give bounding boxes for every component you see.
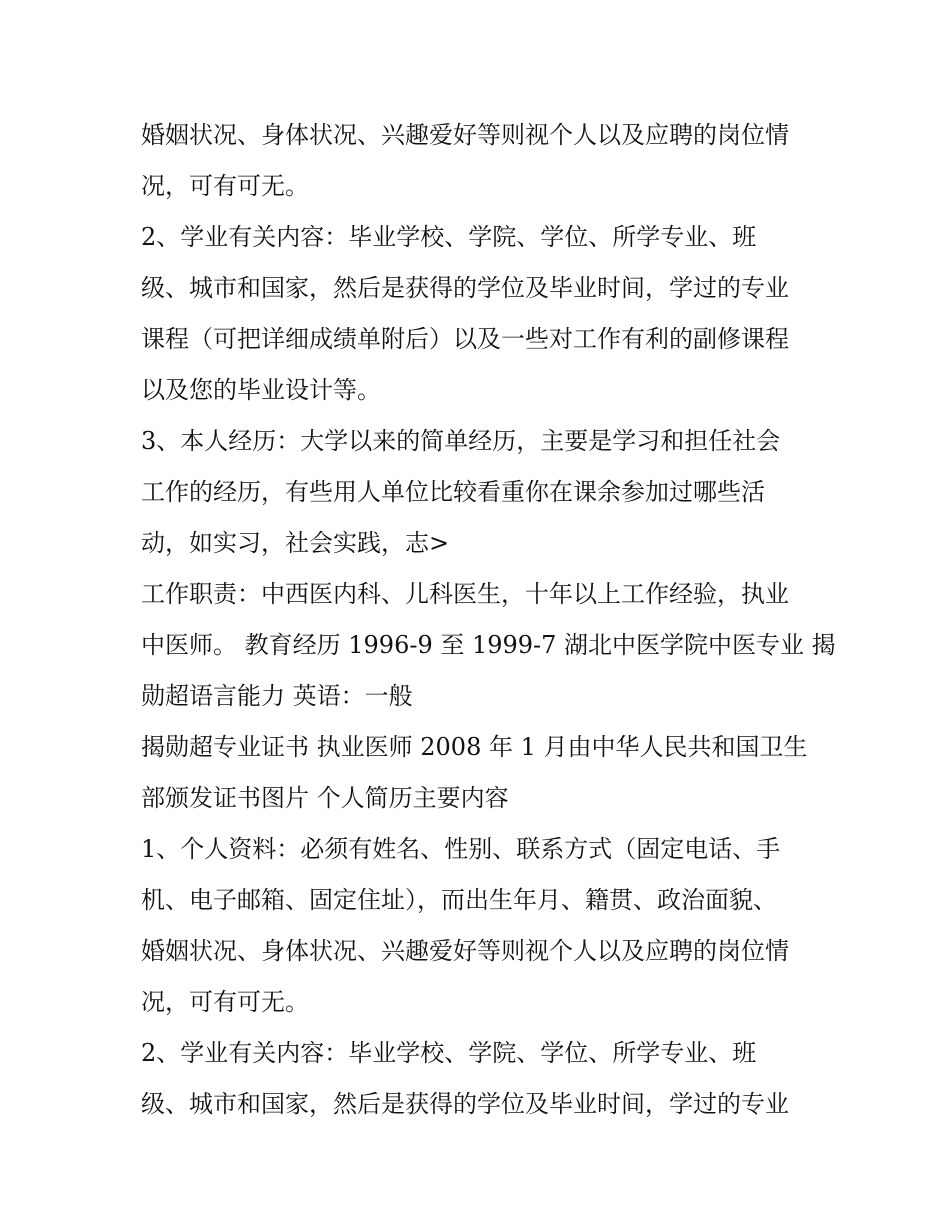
text-line: 工作的经历，有些用人单位比较看重你在课余参加过哪些活 [141, 478, 765, 506]
text-line: 婚姻状况、身体状况、兴趣爱好等则视个人以及应聘的岗位情 [141, 121, 789, 149]
text-line: 级、城市和国家，然后是获得的学位及毕业时间，学过的专业 [141, 274, 789, 302]
text-line: 2、学业有关内容：毕业学校、学院、学位、所学专业、班 [141, 223, 757, 251]
text-line: 中医师。 教育经历 1996-9 至 1999-7 湖北中医学院中医专业 揭 [141, 631, 836, 659]
text-line: 课程（可把详细成绩单附后）以及一些对工作有利的副修课程 [141, 325, 789, 353]
text-line: 况，可有可无。 [141, 988, 309, 1016]
text-line: 以及您的毕业设计等。 [141, 376, 381, 404]
text-line: 级、城市和国家，然后是获得的学位及毕业时间，学过的专业 [141, 1090, 789, 1118]
text-line: 工作职责：中西医内科、儿科医生，十年以上工作经验，执业 [141, 580, 789, 608]
text-line: 况，可有可无。 [141, 172, 309, 200]
text-line: 揭勋超专业证书 执业医师 2008 年 1 月由中华人民共和国卫生 [141, 733, 808, 761]
text-line: 3、本人经历：大学以来的简单经历，主要是学习和担任社会 [141, 427, 781, 455]
text-line: 勋超语言能力 英语：一般 [141, 682, 413, 710]
text-line: 2、学业有关内容：毕业学校、学院、学位、所学专业、班 [141, 1039, 757, 1067]
text-line: 婚姻状况、身体状况、兴趣爱好等则视个人以及应聘的岗位情 [141, 937, 789, 965]
text-line: 1、个人资料：必须有姓名、性别、联系方式（固定电话、手 [141, 835, 781, 863]
text-line: 动，如实习，社会实践，志> [141, 529, 450, 557]
text-line: 机、电子邮箱、固定住址），而出生年月、籍贯、政治面貌、 [141, 886, 777, 914]
text-line: 部颁发证书图片 个人简历主要内容 [141, 784, 509, 812]
document-body [141, 110, 841, 1130]
